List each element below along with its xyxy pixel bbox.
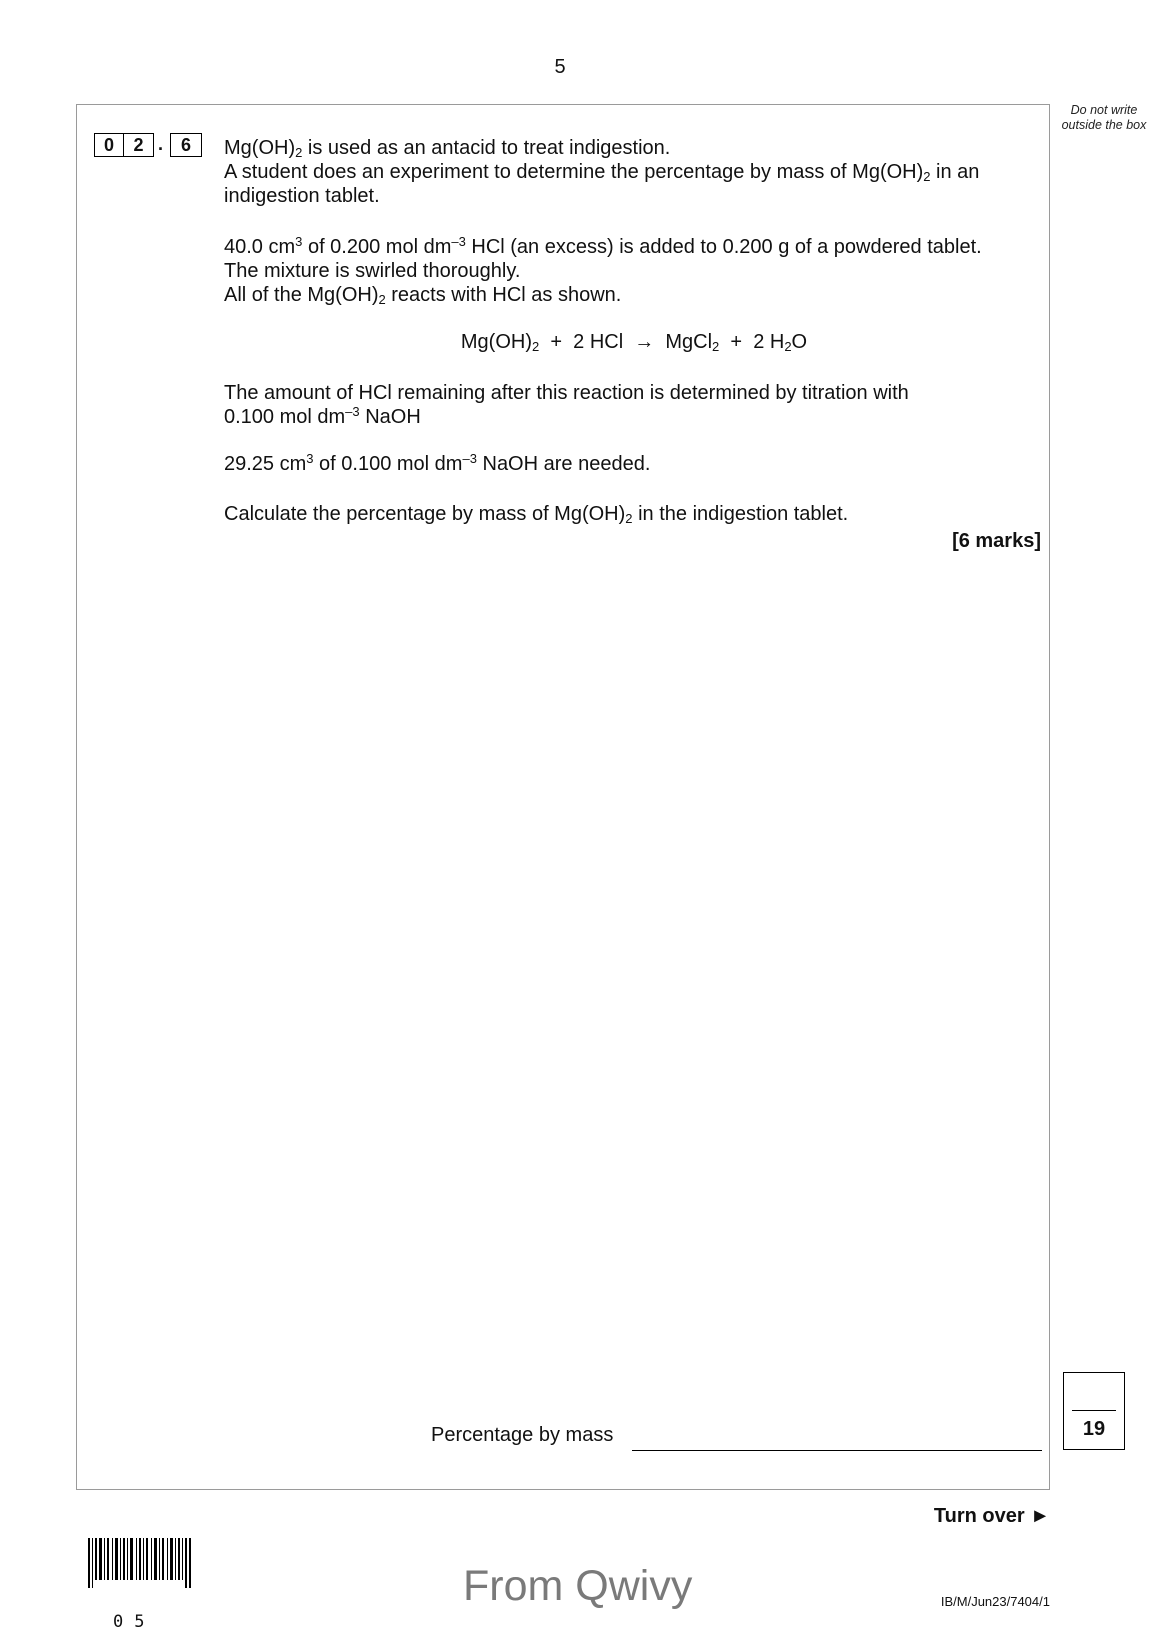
volume-needed-line: 29.25 $cm^3$ of 0.100 mol $dm^{-3}$ NaOH are needed. bbox=[224, 451, 651, 475]
procedure-line-3: All of the $Mg(OH)_2$ reacts with HCl as shown. bbox=[224, 284, 622, 307]
question-number-digit-2: 2 bbox=[124, 133, 154, 157]
chemical-equation: $Mg(OH)_2 + 2$ HCl → MgCl$_2$ + 2 $H_2O$ bbox=[460, 331, 808, 354]
margin-note: Do not write outside the box bbox=[1061, 103, 1147, 132]
barcode-digits: 05 bbox=[113, 1612, 156, 1632]
paper-reference: IB/M/Jun23/7404/1 bbox=[940, 1594, 1050, 1609]
procedure-paragraph bbox=[224, 235, 1044, 307]
question-number-digit-1: 0 bbox=[94, 133, 124, 157]
intro-line-2: A student does an experiment to determine the percentage by mass of $Mg(OH)_2$ in an indigestion tablet. bbox=[224, 161, 980, 207]
score-divider bbox=[1072, 1410, 1116, 1411]
titration-paragraph bbox=[224, 381, 1044, 429]
page-number: 5 bbox=[554, 56, 566, 78]
procedure-line-1: 40.0 $cm^3$ of 0.200 mol $dm^{-3}$ HCl (an excess) is added to 0.200 g of a powdered tablet. bbox=[224, 234, 982, 258]
answer-label: Percentage by mass bbox=[431, 1424, 614, 1446]
question-number-dot: . bbox=[158, 134, 164, 154]
marks-label: [6 marks] bbox=[952, 530, 1041, 552]
procedure-line-2: The mixture is swirled thoroughly. bbox=[224, 260, 521, 282]
barcode-icon bbox=[88, 1538, 192, 1588]
watermark-text: From Qwivy bbox=[463, 1562, 693, 1610]
turn-over-label: Turn over ► bbox=[933, 1505, 1050, 1527]
question-intro bbox=[224, 136, 1044, 208]
intro-line-1: $Mg(OH)_2$ is used as an antacid to treat indigestion. bbox=[224, 137, 671, 160]
score-total: 19 bbox=[1082, 1418, 1106, 1440]
titration-line-1: The amount of HCl remaining after this reaction is determined by titration with bbox=[224, 382, 909, 404]
answer-line[interactable] bbox=[632, 1450, 1042, 1451]
calculate-instruction: Calculate the percentage by mass of $Mg(OH)_2$ in the indigestion tablet. bbox=[224, 503, 849, 526]
titration-line-2: 0.100 mol $dm^{-3}$ NaOH bbox=[224, 404, 421, 428]
answer-border-box bbox=[76, 104, 1050, 1490]
question-number-digit-3: 6 bbox=[170, 133, 202, 157]
